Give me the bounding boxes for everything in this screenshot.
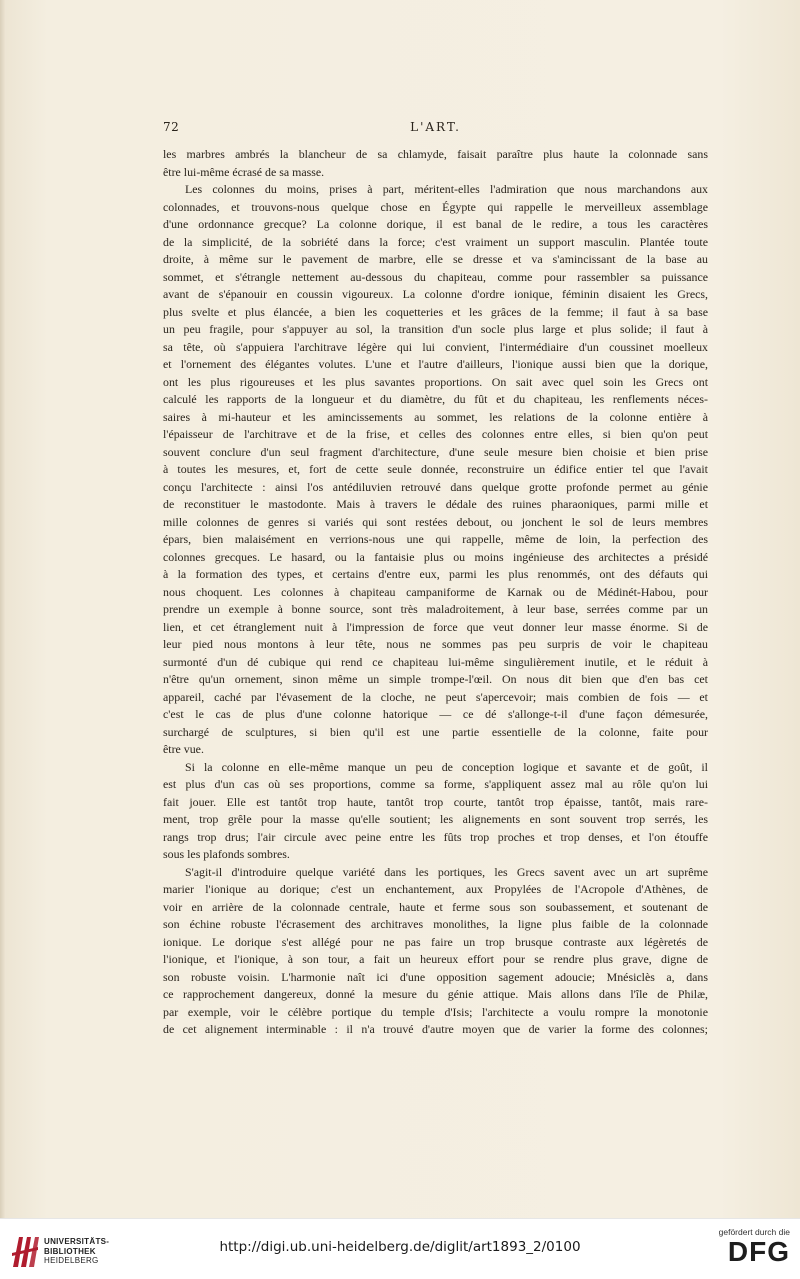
- heidelberg-seal-icon: [10, 1233, 40, 1269]
- dfg-funding[interactable]: [700, 1227, 790, 1267]
- text-line: à la formation des types, et certains d'entre eux, parmi les plus renommés, ont des défauts qui: [163, 567, 708, 581]
- text-line: rangs trop drus; l'air circule avec peine entre les fûts trop proches et trop denses, et l'on étouffe: [163, 829, 708, 844]
- text-line: c'est le cas de plus d'une colonne hatorique — ce dé s'allonge-t-il d'une façon démesurée,: [163, 707, 708, 721]
- text-line: prendre un exemple à bonne source, sont très maladroitement, à leur base, serrées comme par un: [163, 602, 708, 616]
- text-line: épars, bien malaisément en verrions-nous une qui rappelle, même de loin, la perfection des: [163, 532, 708, 546]
- text-line: et l'ornement des élégantes volutes. L'une et l'autre d'ailleurs, l'ionique aussi bien que la dorique,: [163, 357, 708, 371]
- text-line: ont les plus rigoureuses et les plus savantes proportions. On sait avec quel soin les Grecs ont: [163, 374, 708, 389]
- text-line: avant de s'épanouir en coussin vigoureux. La colonne d'ordre ionique, féminin disaient les Grecs,: [163, 287, 708, 301]
- text-line: droite, à même sur le pavement de marbre, elle se dresse et va s'amincissant de la base au: [163, 252, 708, 266]
- permalink-url[interactable]: http://digi.ub.uni-heidelberg.de/diglit/art1893_2/0100: [219, 1239, 581, 1255]
- text-line: les marbres ambrés la blancheur de sa chlamyde, faisait paraître plus haute la colonnade sans: [163, 147, 708, 161]
- text-line: ment, trop grêle pour la masse qu'elle soutient; les alignements en sont souvent trop serrés, les: [163, 812, 708, 826]
- text-line: l'épaisseur de l'architrave et de la frise, et celles des colonnes entre elles, si bien qu'on peut: [163, 427, 708, 441]
- text-line: son échine robuste l'écrasement des architraves monolithes, la ligne plus faible de la colonnade: [163, 917, 708, 931]
- text-line: être lui-même écrasé de sa masse.: [163, 164, 325, 179]
- text-line: l'ionique, et l'ionique, à son tour, a fait un heureux effort pour se rendre plus grave, digne de: [163, 952, 708, 966]
- text-line: souvent conclure d'un seul fragment d'architecture, d'une seule mesure bien choisie et bien prise: [163, 444, 708, 459]
- text-line: sa tête, où s'appuiera l'architrave légère qui lui convient, l'intermédiaire d'un coussinet moelleux: [163, 339, 708, 354]
- text-line: ce rapprochement dangereux, donné la mesure du génie attique. Mais allons dans l'île de Philæ,: [163, 987, 708, 1001]
- text-line: colonnes grecques. Le hasard, ou la fantaisie plus ou moins ingénieuse des architectes a présidé: [163, 549, 708, 564]
- page-number: 72: [163, 120, 180, 134]
- text-line: est plus d'un cas où ses proportions, comme sa forme, s'appliquent assez mal au rôle qu'on lui: [163, 777, 708, 791]
- text-line: surmonté d'un dé cubique qui rend ce chapiteau lui-même singulièrement inutile, et le réduit à: [163, 654, 708, 669]
- institution-line-1: UNIVERSITÄTS-: [44, 1237, 110, 1246]
- text-line: nous choquent. Les colonnes à chapiteau campaniforme de Karnak ou de Médinét-Habou, pour: [163, 584, 708, 599]
- university-library-logo[interactable]: [10, 1233, 140, 1271]
- text-line: calculé les rapports de la longueur et du diamètre, du fût et du chapiteau, les renflements néces-: [163, 392, 708, 406]
- running-head: [163, 120, 708, 138]
- institution-line-2: BIBLIOTHEK: [44, 1246, 96, 1256]
- text-line: de reconstituer le mastodonte. Mais à travers le dédale des ruines pharaoniques, parmi mille et: [163, 497, 708, 511]
- text-line: fait jouer. Elle est tantôt trop haute, tantôt trop courte, tantôt trop épaisse, tantôt, mais rare-: [163, 794, 708, 809]
- dfg-logo: DFG: [727, 1236, 790, 1267]
- text-line: lien, et cet étranglement nuit à l'impression de force que veut donner leur masse énorme. Si de: [163, 619, 708, 634]
- text-line: sommet, et s'étrangle nettement au-dessous du chapiteau, comme pour rassembler sa puissance: [163, 269, 708, 284]
- text-line: leur pied nous montons à leur tête, nous ne sommes pas peu surpris de voir le chapiteau: [163, 637, 708, 651]
- text-line: de la simplicité, de la sobriété dans la force; c'est vraiment un support masculin. Plantée toute: [163, 234, 708, 249]
- text-line: voir en arrière de la colonnade centrale, haute et ferme sous son soubassement, et soutenant de: [163, 899, 708, 914]
- text-line: par exemple, voir le célèbre portique du temple d'Isis; l'architecte a voulu rompre la monotonie: [163, 1004, 708, 1019]
- running-title: L'ART.: [410, 120, 461, 134]
- body-text: [163, 146, 708, 1039]
- text-line: appareil, caché par l'évasement de la cloche, ne peut s'apercevoir; mais combien de fois — et: [163, 689, 708, 704]
- text-line: conçu l'architecte : ainsi l'os antédiluvien retrouvé dans quelque grotte profonde permet au génie: [163, 479, 708, 494]
- page-edge: [0, 0, 6, 1218]
- university-library-name: [44, 1237, 109, 1266]
- text-line: ionique. Le dorique s'est allégé pour ne pas faire un trop brusque contraste aux légèretés de: [163, 934, 708, 949]
- text-line: sous les plafonds sombres.: [163, 847, 290, 861]
- text-line: plus svelte et plus élancée, a bien les coquetteries et les grâces de la femme; il faut à sa base: [163, 304, 708, 319]
- footer-bar: [0, 1218, 800, 1279]
- text-line: à toutes les mesures, et, fort de cette seule donnée, reconstruire un édifice entier tel que l'avait: [163, 462, 708, 476]
- text-line: n'être qu'un ornement, sinon même un simple trompe-l'œil. On nous dit bien que d'en bas cet: [163, 672, 708, 686]
- text-line: saires à mi-hauteur et les amincissements au sommet, les relations de la colonne entière à: [163, 409, 708, 424]
- text-line: Les colonnes du moins, prises à part, méritent-elles l'admiration que nous marchandons aux: [185, 182, 708, 196]
- text-line: marier l'ionique au dorique; c'est un enchantement, aux Propylées de l'Acropole d'Athènes, de: [163, 882, 708, 896]
- text-line: S'agit-il d'introduire quelque variété dans les portiques, les Grecs savent avec un art suprême: [185, 864, 708, 879]
- text-line: colonnades, et trouvons-nous quelque chose en Égypte qui rappelle le merveilleux assemblage: [163, 199, 708, 214]
- text-line: Si la colonne en elle-même manque un peu de conception logique et savante et de goût, il: [185, 759, 708, 774]
- text-line: son robuste voisin. L'harmonie naît ici d'une opposition sagement adoucie; Mnésiclès a, dans: [163, 969, 708, 984]
- text-line: mille colonnes de genres si variés qui sont restées debout, ou jonchent le sol de leurs membres: [163, 514, 708, 529]
- institution-line-3: HEIDELBERG: [44, 1256, 99, 1265]
- text-line: d'une ordonnance grecque? La colonne dorique, il est banal de le redire, a tous les caractères: [163, 217, 708, 231]
- text-line: surchargé de sculptures, si bien qu'il est une partie essentielle de la colonne, faite pour: [163, 724, 708, 739]
- text-line: de cet alignement interminable : il n'a trouvé d'autre moyen que de varier la forme des colonnes;: [163, 1022, 708, 1036]
- text-line: être vue.: [163, 742, 204, 756]
- funding-caption: gefördert durch die: [718, 1227, 790, 1237]
- text-line: un peu fragile, pour s'appuyer au sol, la transition d'un socle plus large et plus solide; il faut à: [163, 322, 708, 336]
